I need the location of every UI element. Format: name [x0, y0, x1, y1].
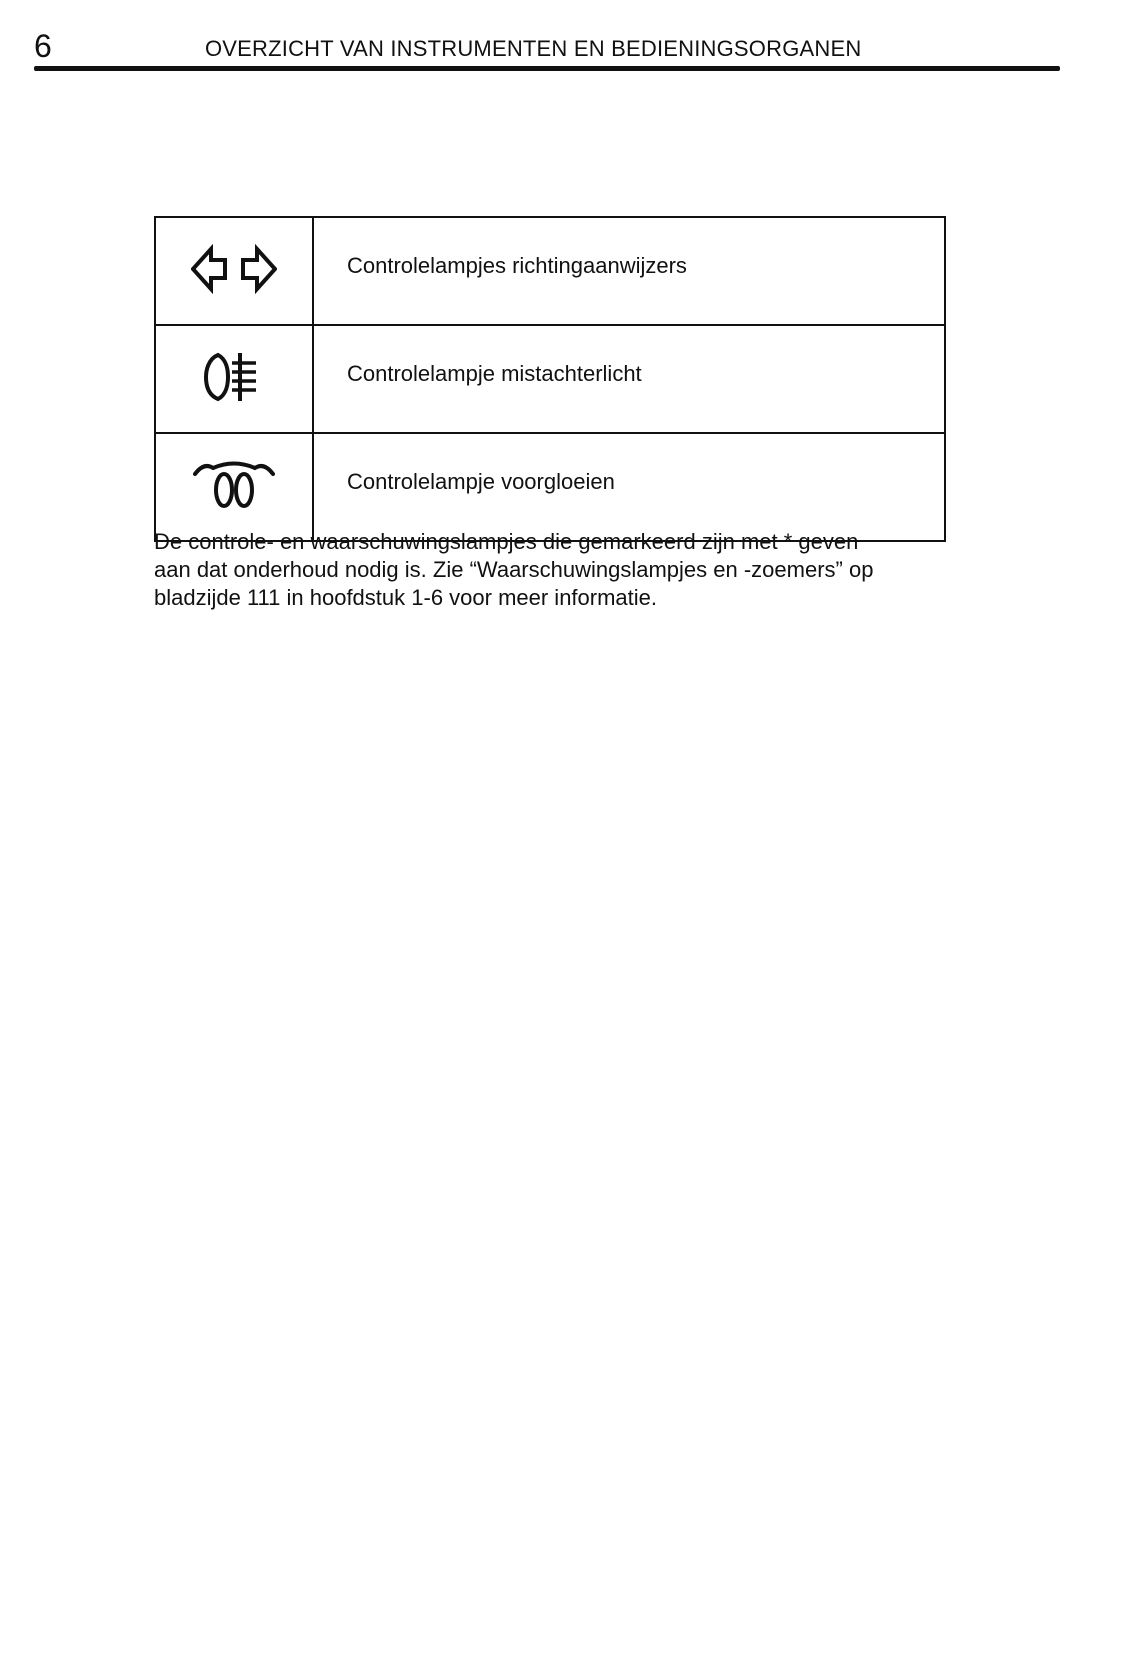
- table-row: [155, 217, 945, 325]
- rear-fog-light-icon: [204, 351, 264, 408]
- note-line: aan dat onderhoud nodig is. Zie “Waarschuwingslampjes en -zoemers” op: [154, 557, 874, 582]
- turn-signal-arrows-icon: [191, 244, 277, 299]
- note-line: bladzijde 111 in hoofdstuk 1-6 voor meer informatie.: [154, 585, 658, 610]
- icon-cell: [155, 433, 313, 541]
- indicator-table: [154, 216, 946, 542]
- indicator-label: Controlelampje mistachterlicht: [313, 325, 945, 433]
- indicator-label: Controlelampje voorgloeien: [313, 433, 945, 541]
- table-row: [155, 433, 945, 541]
- icon-cell: [155, 325, 313, 433]
- glow-plug-icon: [193, 460, 275, 515]
- table-row: [155, 325, 945, 433]
- note-line: De controle- en waarschuwingslampjes die gemarkeerd zijn met * geven: [154, 529, 859, 554]
- page-title: OVERZICHT VAN INSTRUMENTEN EN BEDIENINGSORGANEN: [205, 36, 862, 61]
- indicator-label: Controlelampjes richtingaanwijzers: [313, 217, 945, 325]
- page-number: 6: [34, 28, 52, 64]
- note-paragraph: [154, 528, 954, 612]
- icon-cell: [155, 217, 313, 325]
- header-rule: [34, 66, 1060, 71]
